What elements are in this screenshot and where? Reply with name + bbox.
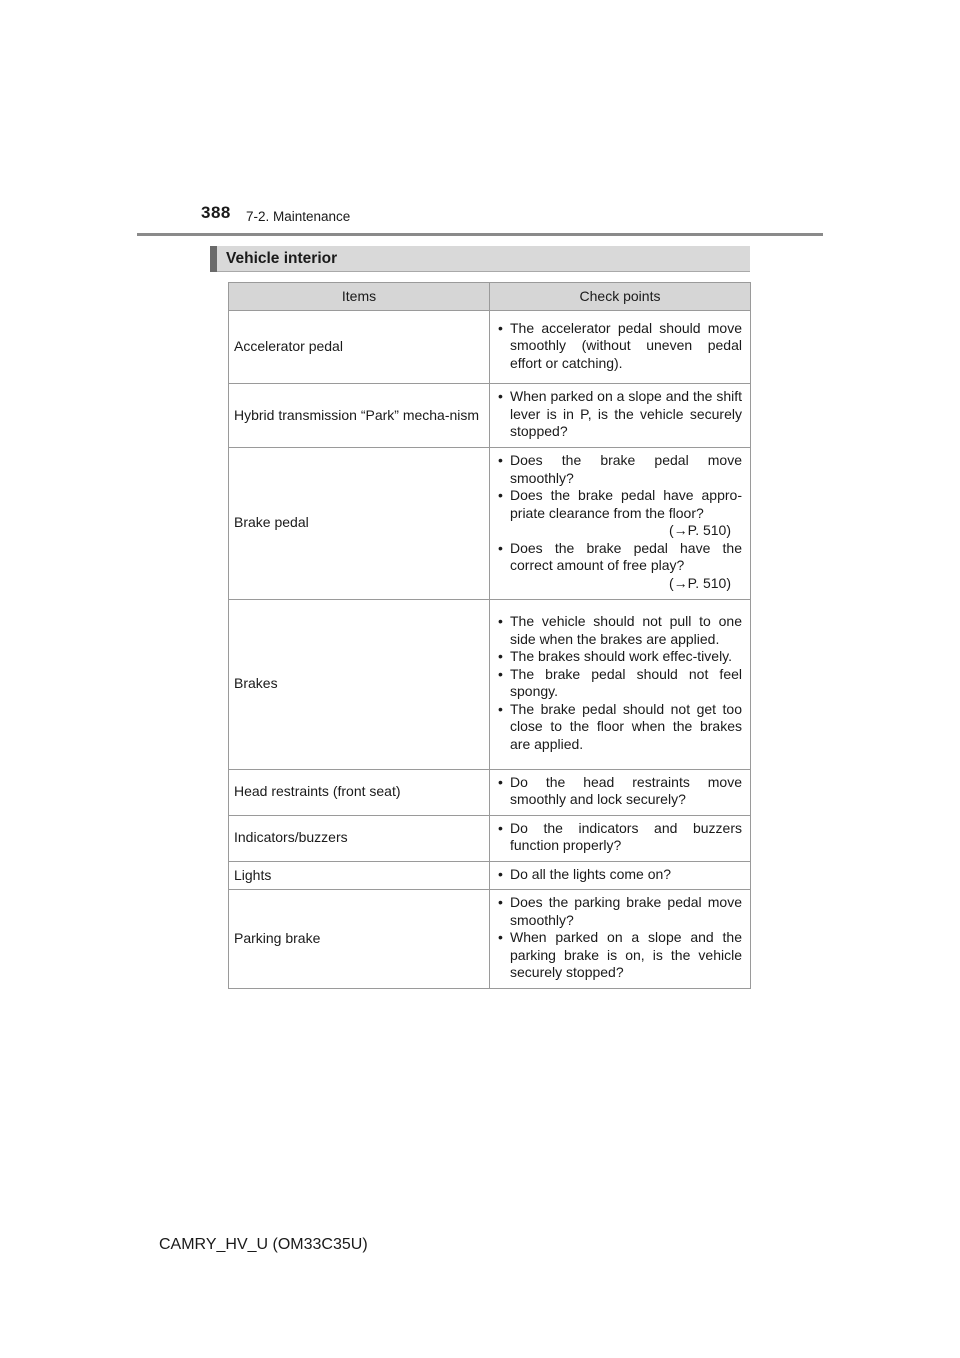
column-header-items: Items: [229, 283, 490, 311]
item-cell: Brakes: [229, 599, 490, 769]
check-point-item: [498, 820, 742, 855]
check-point-text: Do the indicators and buzzers function properly?: [510, 819, 742, 853]
check-point-item: [498, 388, 742, 441]
check-points-cell: [490, 311, 751, 384]
bullet-icon: •: [498, 319, 503, 336]
section-heading: [210, 246, 750, 272]
section-label: 7-2. Maintenance: [246, 209, 351, 224]
check-point-text: When parked on a slope and the parking brake is on, is the vehicle securely stopped?: [510, 929, 742, 981]
check-point-text: The brake pedal should not feel spongy.: [510, 665, 742, 699]
bullet-icon: •: [498, 865, 503, 882]
check-point-item: [498, 666, 742, 701]
check-table: [228, 282, 751, 989]
item-cell: Accelerator pedal: [229, 311, 490, 384]
check-point-item: [498, 894, 742, 929]
footer-code: CAMRY_HV_U (OM33C35U): [159, 1236, 368, 1253]
page-number: 388: [201, 203, 231, 222]
table-row: [229, 599, 751, 769]
table-row: [229, 384, 751, 448]
table-row: [229, 311, 751, 384]
check-point-item: [498, 774, 742, 809]
header-rule: [137, 233, 823, 236]
item-cell: Hybrid transmission “Park” mecha-nism: [229, 384, 490, 448]
check-point-text: Does the brake pedal have appro-priate clearance from the floor?: [510, 487, 742, 521]
check-points-cell: [490, 890, 751, 989]
bullet-icon: •: [498, 929, 503, 946]
bullet-icon: •: [498, 388, 503, 404]
bullet-icon: •: [498, 487, 503, 503]
column-header-check-points: Check points: [490, 283, 751, 311]
table-row: [229, 815, 751, 861]
check-point-item: [498, 320, 742, 373]
check-points-cell: [490, 447, 751, 599]
check-point-text: When parked on a slope and the shift lever is in P, is the vehicle securely stopped?: [510, 388, 742, 439]
item-cell: Lights: [229, 861, 490, 890]
check-points-cell: [490, 861, 751, 890]
check-point-item: [498, 452, 742, 487]
table-row: [229, 861, 751, 890]
check-point-text: The accelerator pedal should move smoothly (without uneven pedal effort or catching).: [510, 319, 742, 371]
check-point-text: Does the brake pedal move smoothly?: [510, 452, 742, 486]
bullet-icon: •: [498, 773, 503, 790]
check-points-cell: [490, 769, 751, 815]
section-heading-text: Vehicle interior: [226, 250, 338, 267]
table-row: [229, 890, 751, 989]
bullet-icon: •: [498, 452, 503, 468]
item-cell: Head restraints (front seat): [229, 769, 490, 815]
table-header-row: [229, 283, 751, 311]
check-point-item: [498, 540, 742, 575]
check-point-item: [498, 648, 742, 666]
bullet-icon: •: [498, 700, 503, 717]
check-points-cell: [490, 384, 751, 448]
check-point-text: Do all the lights come on?: [510, 865, 672, 882]
item-cell: Brake pedal: [229, 447, 490, 599]
check-points-cell: [490, 815, 751, 861]
bullet-icon: •: [498, 539, 503, 556]
check-point-text: The vehicle should not pull to one side when the brakes are applied.: [510, 613, 742, 647]
check-point-item: [498, 866, 742, 884]
page-reference: (→P. 510): [669, 574, 731, 591]
check-point-text: The brakes should work effec-tively.: [510, 648, 733, 664]
check-point-item: [498, 701, 742, 754]
check-point-text: Does the brake pedal have the correct amount of free play?: [510, 539, 742, 573]
table-row: [229, 769, 751, 815]
check-point-item: [498, 487, 742, 522]
item-cell: Parking brake: [229, 890, 490, 989]
bullet-icon: •: [498, 894, 503, 911]
bullet-icon: •: [498, 819, 503, 836]
table-row: [229, 447, 751, 599]
section-heading-bar: [210, 246, 217, 272]
check-point-text: Does the parking brake pedal move smoothly?: [510, 894, 742, 928]
page-reference: (→P. 510): [669, 522, 731, 538]
bullet-icon: •: [498, 613, 503, 629]
bullet-icon: •: [498, 665, 503, 682]
bullet-icon: •: [498, 648, 503, 664]
check-point-text: The brake pedal should not get too close to the floor when the brakes are applied.: [510, 700, 742, 752]
check-point-text: Do the head restraints move smoothly and lock securely?: [510, 773, 742, 807]
check-points-cell: [490, 599, 751, 769]
check-point-item: [498, 929, 742, 982]
item-cell: Indicators/buzzers: [229, 815, 490, 861]
check-point-item: [498, 613, 742, 648]
